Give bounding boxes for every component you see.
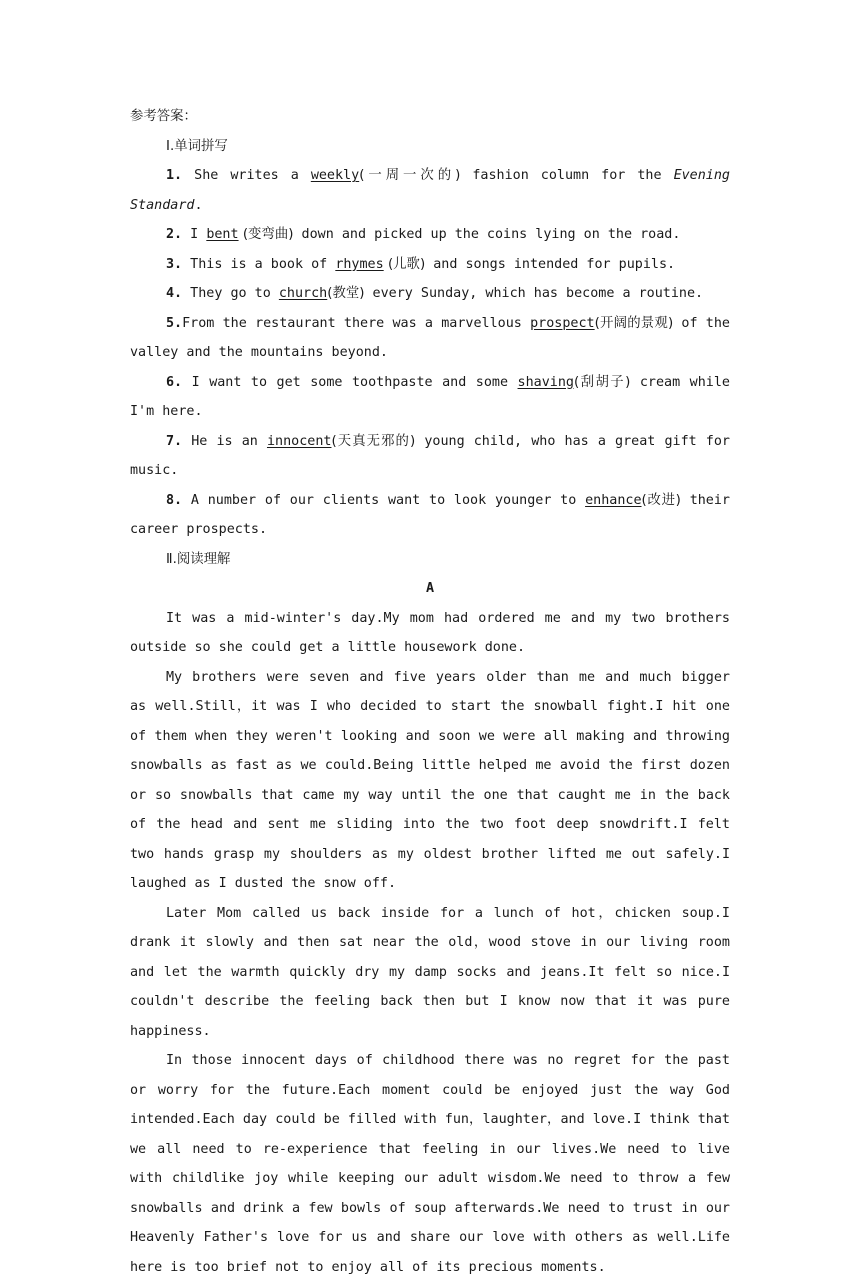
spelling-item: [130, 427, 730, 486]
passage-paragraph: In those innocent days of childhood there was no regret for the past or worry for the future.Each moment could be enjoyed just the way God intended.Each day could be filled with fun，laughter，and love.I think that we all need to re-experience that feeling in our lives.We need to live with childlike joy while keeping our adult wisdom.We need to throw a few snowballs and drink a few bowls of soup afterwards.We need to trust in our Heavenly Father's love for us and share our love with others as well.Life here is too brief not to enjoy all of its precious moments.: [130, 1053, 730, 1275]
chinese-hint: (变弯曲): [238, 227, 294, 242]
item-number: 4.: [166, 286, 183, 301]
chinese-hint: (一周一次的): [359, 168, 461, 183]
item-text-before: From the restaurant there was a marvellous: [182, 315, 531, 331]
item-number: 5.: [166, 315, 183, 331]
spelling-item: [130, 279, 730, 309]
spelling-item: [130, 368, 730, 427]
answer-word: shaving: [517, 374, 574, 390]
item-text-before: I: [182, 227, 207, 242]
spelling-item: [130, 309, 730, 368]
chinese-hint: (开阔的景观): [594, 315, 674, 331]
chinese-hint: (天真无邪的): [331, 433, 416, 449]
item-number: 6.: [166, 374, 183, 390]
spelling-item: [130, 486, 730, 545]
item-number: 2.: [166, 227, 183, 242]
item-text-after: every Sunday, which has become a routine.: [364, 286, 704, 301]
item-text-after: down and picked up the coins lying on the road.: [293, 227, 681, 242]
spelling-item: [130, 161, 730, 220]
item-text-after: and songs intended for pupils.: [425, 256, 676, 272]
chinese-hint: (改进): [641, 492, 681, 508]
passage-title: A: [425, 581, 435, 596]
answer-word: bent: [206, 227, 239, 242]
passage-paragraph: My brothers were seven and five years older than me and much bigger as well.Still，it was I who decided to start the snowball fight.I hit one of them when they weren't looking and soon we were all making and throwing snowballs as fast as we could.Being little helped me avoid the first dozen or so snowballs that came my way until the one that caught me in the back of the head and sent me sliding into the two foot deep snowdrift.I felt two hands grasp my shoulders as my oldest brother lifted me out safely.I laughed as I dusted the snow off.: [130, 669, 730, 891]
answer-word: weekly: [310, 168, 360, 183]
item-text-before: He is an: [182, 433, 267, 449]
item-number: 3.: [166, 256, 183, 272]
item-text-before: She writes a: [182, 168, 311, 183]
chinese-hint: (教堂): [327, 286, 365, 301]
spelling-item: [130, 250, 730, 280]
spelling-item: [130, 220, 730, 250]
section-heading-reading: Ⅱ.阅读理解: [166, 551, 231, 567]
section-heading-spelling: Ⅰ.单词拼写: [166, 138, 228, 154]
item-text-end: .: [194, 197, 203, 213]
item-number: 8.: [166, 492, 183, 508]
item-number: 1.: [166, 168, 183, 183]
item-text-before: This is a book of: [182, 256, 336, 272]
item-text-before: They go to: [182, 286, 279, 301]
answer-key-label: 参考答案：: [130, 109, 197, 124]
answer-word: church: [278, 286, 328, 301]
passage-paragraph: It was a mid-winter's day.My mom had ordered me and my two brothers outside so she could get a little housework done.: [130, 610, 730, 655]
item-text-after: their career prospects.: [130, 492, 730, 537]
answer-word: innocent: [266, 433, 332, 449]
item-text-after: fashion column for the: [460, 168, 674, 183]
item-text-before: I want to get some toothpaste and some: [182, 374, 518, 390]
item-text-before: A number of our clients want to look younger to: [182, 492, 586, 508]
item-text-after: of the valley and the mountains beyond.: [130, 315, 730, 360]
answer-word: rhymes: [335, 256, 384, 272]
item-text-italic: Evening Standard: [130, 168, 730, 213]
item-text-after: young child, who has a great gift for music.: [130, 433, 730, 478]
passage-paragraph: Later Mom called us back inside for a lunch of hot，chicken soup.I drank it slowly and then sat near the old，wood stove in our living room and let the warmth quickly dry my damp socks and jeans.It felt so nice.I couldn't describe the feeling back then but I know now that it was pure happiness.: [130, 905, 730, 1039]
chinese-hint: (刮胡子): [573, 374, 631, 390]
chinese-hint: (儿歌): [383, 256, 426, 272]
answer-word: enhance: [585, 492, 642, 508]
item-text-after: cream while I'm here.: [130, 374, 730, 419]
answer-word: prospect: [530, 315, 595, 331]
item-number: 7.: [166, 433, 183, 449]
document-content: [130, 102, 730, 1282]
